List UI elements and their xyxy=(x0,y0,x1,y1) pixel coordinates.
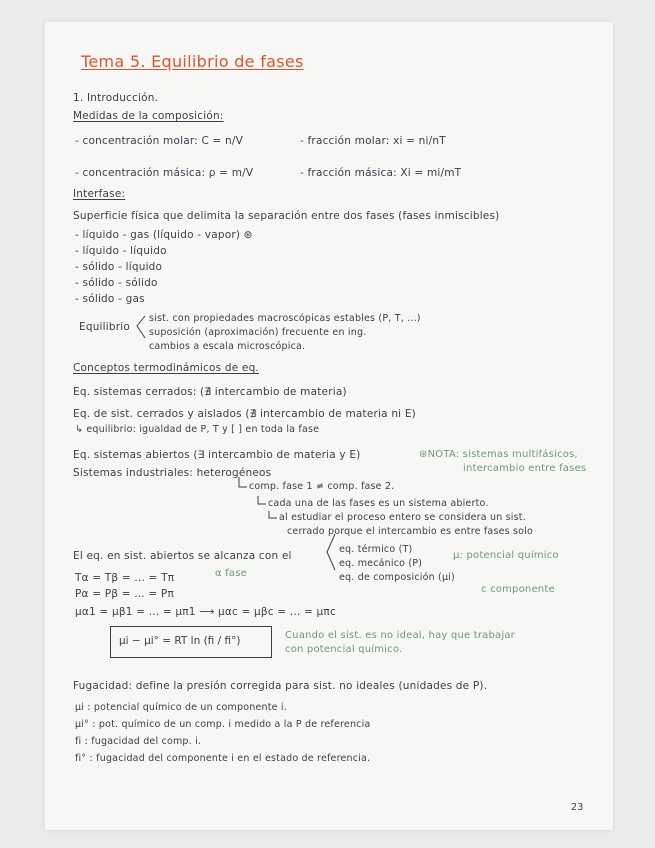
eq-condition: eq. de composición (μi) xyxy=(339,572,455,583)
sistemas-point: comp. fase 1 ≠ comp. fase 2. xyxy=(249,481,395,492)
interfase-item: - sólido - sólido xyxy=(75,277,158,289)
symbol-definition: μi° : pot. químico de un comp. i medido a la P de referencia xyxy=(75,719,371,730)
symbol-definition: fi° : fugacidad del componente i en el estado de referencia. xyxy=(75,753,371,764)
nota-annotation: ⊛NOTA: sistemas multifásicos, xyxy=(419,449,578,460)
sistemas-point: cada una de las fases es un sistema abierto. xyxy=(268,498,489,509)
nonideal-note: con potencial químico. xyxy=(285,644,403,655)
eq-abiertos: El eq. en sist. abiertos se alcanza con el xyxy=(73,550,292,562)
nonideal-note: Cuando el sist. es no ideal, hay que trabajar xyxy=(285,630,515,641)
boxed-formula xyxy=(110,626,272,658)
eq-condition: eq. mecánico (P) xyxy=(339,558,423,569)
section-introduccion: 1. Introducción. xyxy=(73,92,159,104)
fraccion-molar: - fracción molar: xi = ni/nT xyxy=(300,135,446,147)
heading-conceptos: Conceptos termodinámicos de eq. xyxy=(73,362,259,374)
concentracion-molar: - concentración molar: C = n/V xyxy=(75,135,244,147)
sistemas-point: al estudiar el proceso entero se considera un sist. xyxy=(279,512,526,523)
fraccion-masica: - fracción másica: Xi = mi/mT xyxy=(300,167,462,179)
interfase-item: - sólido - líquido xyxy=(75,261,163,273)
interfase-item: - sólido - gas xyxy=(75,293,145,305)
notebook-page xyxy=(45,22,613,830)
eq-pressure: Pα = Pβ = ... = Pπ xyxy=(75,588,174,600)
nota-annotation: intercambio entre fases xyxy=(463,463,587,474)
interfase-definition: Superficie física que delimita la separación entre dos fases (fases inmiscibles) xyxy=(73,210,500,222)
heading-medidas: Medidas de la composición: xyxy=(73,110,224,122)
sistemas-industriales: Sistemas industriales: heterogéneos xyxy=(73,467,272,479)
equilibrio-label: Equilibrio xyxy=(79,321,131,333)
concentracion-masica: - concentración másica: ρ = m/V xyxy=(75,167,254,179)
equilibrio-point: suposición (aproximación) frecuente en ing. xyxy=(149,327,367,338)
concept-line: Eq. sistemas cerrados: (∄ intercambio de materia) xyxy=(73,386,347,398)
fugacidad-definition: Fugacidad: define la presión corregida para sist. no ideales (unidades de P). xyxy=(73,680,488,692)
eq-condition: eq. térmico (T) xyxy=(339,544,413,555)
mu-annotation: μ: potencial químico xyxy=(453,550,559,561)
sistemas-point: cerrado porque el intercambio es entre fases solo xyxy=(287,526,534,537)
equilibrio-point: cambios a escala microscópica. xyxy=(149,341,306,352)
eq-temperature: Tα = Tβ = ... = Tπ xyxy=(75,572,175,584)
fase-annotation: α fase xyxy=(215,568,247,579)
interfase-item: - líquido - líquido xyxy=(75,245,167,257)
symbol-definition: fi : fugacidad del comp. i. xyxy=(75,736,202,747)
page-number: 23 xyxy=(571,802,584,813)
heading-interfase: Interfase: xyxy=(73,188,126,200)
concept-line: Eq. de sist. cerrados y aislados (∄ intercambio de materia ni E) xyxy=(73,408,416,420)
componente-annotation: c componente xyxy=(481,584,555,595)
equilibrio-point: sist. con propiedades macroscópicas estables (P, T, ...) xyxy=(149,313,421,324)
concept-line: Eq. sistemas abiertos (∃ intercambio de materia y E) xyxy=(73,449,361,461)
page-title: Tema 5. Equilibrio de fases xyxy=(81,52,304,71)
eq-chemical-potential: μα1 = μβ1 = ... = μπ1 ⟶ μαc = μβc = ... = μπc xyxy=(75,606,336,618)
symbol-definition: μi : potencial químico de un componente i. xyxy=(75,702,287,713)
formula-text: μi − μi° = RT ln (fi / fi°) xyxy=(119,635,241,647)
interfase-item: - líquido - gas (líquido - vapor) ⊛ xyxy=(75,229,253,241)
concept-line: ↳ equilibrio: igualdad de P, T y [ ] en toda la fase xyxy=(75,424,320,435)
